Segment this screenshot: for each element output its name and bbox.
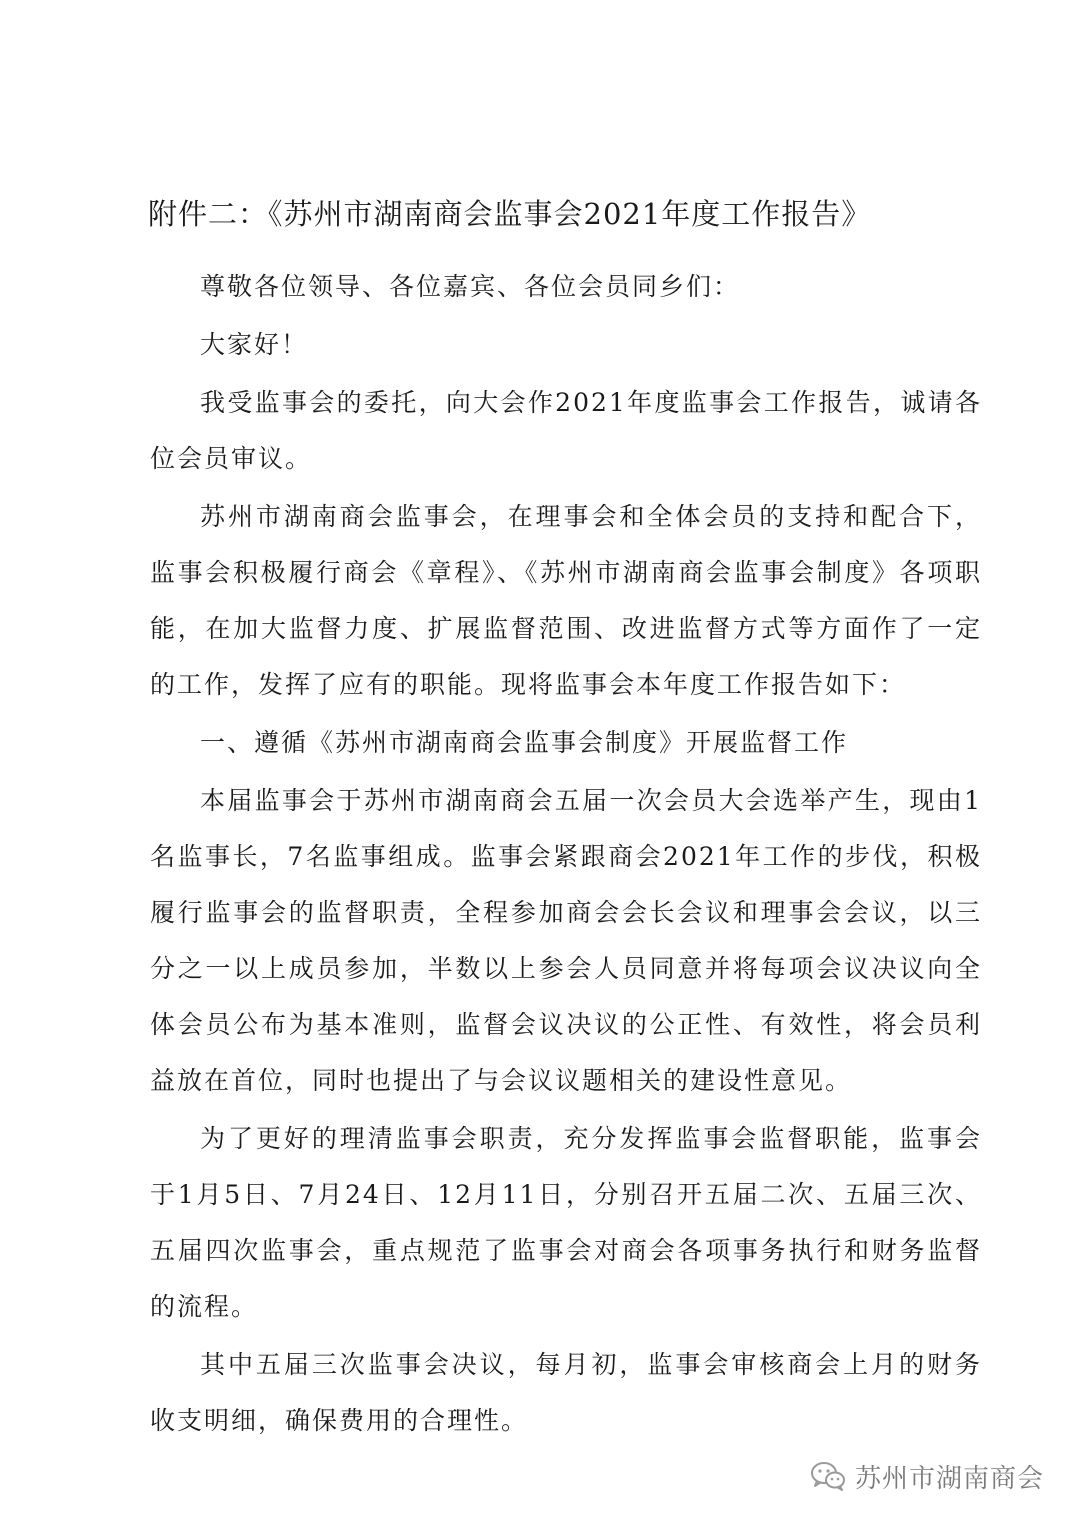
document-title: 附件二：《苏州市湖南商会监事会2021年度工作报告》 <box>148 197 872 231</box>
greeting: 大家好！ <box>200 330 309 359</box>
section-1-paragraph-3: 其中五届三次监事会决议，每月初，监事会审核商会上月的财务收支明细，确保费用的合理性。 <box>150 1350 982 1435</box>
salutation: 尊敬各位领导、各位嘉宾、各位会员同乡们： <box>200 272 741 301</box>
wechat-icon <box>809 1460 847 1492</box>
intro-paragraph: 我受监事会的委托，向大会作2021年度监事会工作报告，诚请各位会员审议。 <box>150 388 982 473</box>
wechat-watermark <box>809 1456 1044 1496</box>
section-1-paragraph-1: 本届监事会于苏州市湖南商会五届一次会员大会选举产生，现由1名监事长，7名监事组成。监事会紧跟商会2021年工作的步伐，积极履行监事会的监督职责，全程参加商会会长会议和理事会会议，以三分之一以上成员参加，半数以上参会人员同意并将每项会议决议向全体会员公布为基本准则，监督会议决议的公正性、有效性，将会员利益放在首位，同时也提出了与会议议题相关的建设性意见。 <box>150 786 982 1095</box>
watermark-label: 苏州市湖南商会 <box>854 1463 1044 1494</box>
section-heading-1: 一、遵循《苏州市湖南商会监事会制度》开展监督工作 <box>200 728 849 757</box>
section-1-paragraph-2: 为了更好的理清监事会职责，充分发挥监事会监督职能，监事会于1月5日、7月24日、12月11日，分别召开五届二次、五届三次、五届四次监事会，重点规范了监事会对商会各项事务执行和财务监督的流程。 <box>150 1124 982 1321</box>
document-body <box>150 259 982 1451</box>
overview-paragraph: 苏州市湖南商会监事会，在理事会和全体会员的支持和配合下，监事会积极履行商会《章程》、《苏州市湖南商会监事会制度》各项职能，在加大监督力度、扩展监督范围、改进监督方式等方面作了一定的工作，发挥了应有的职能。现将监事会本年度工作报告如下： <box>150 502 982 699</box>
